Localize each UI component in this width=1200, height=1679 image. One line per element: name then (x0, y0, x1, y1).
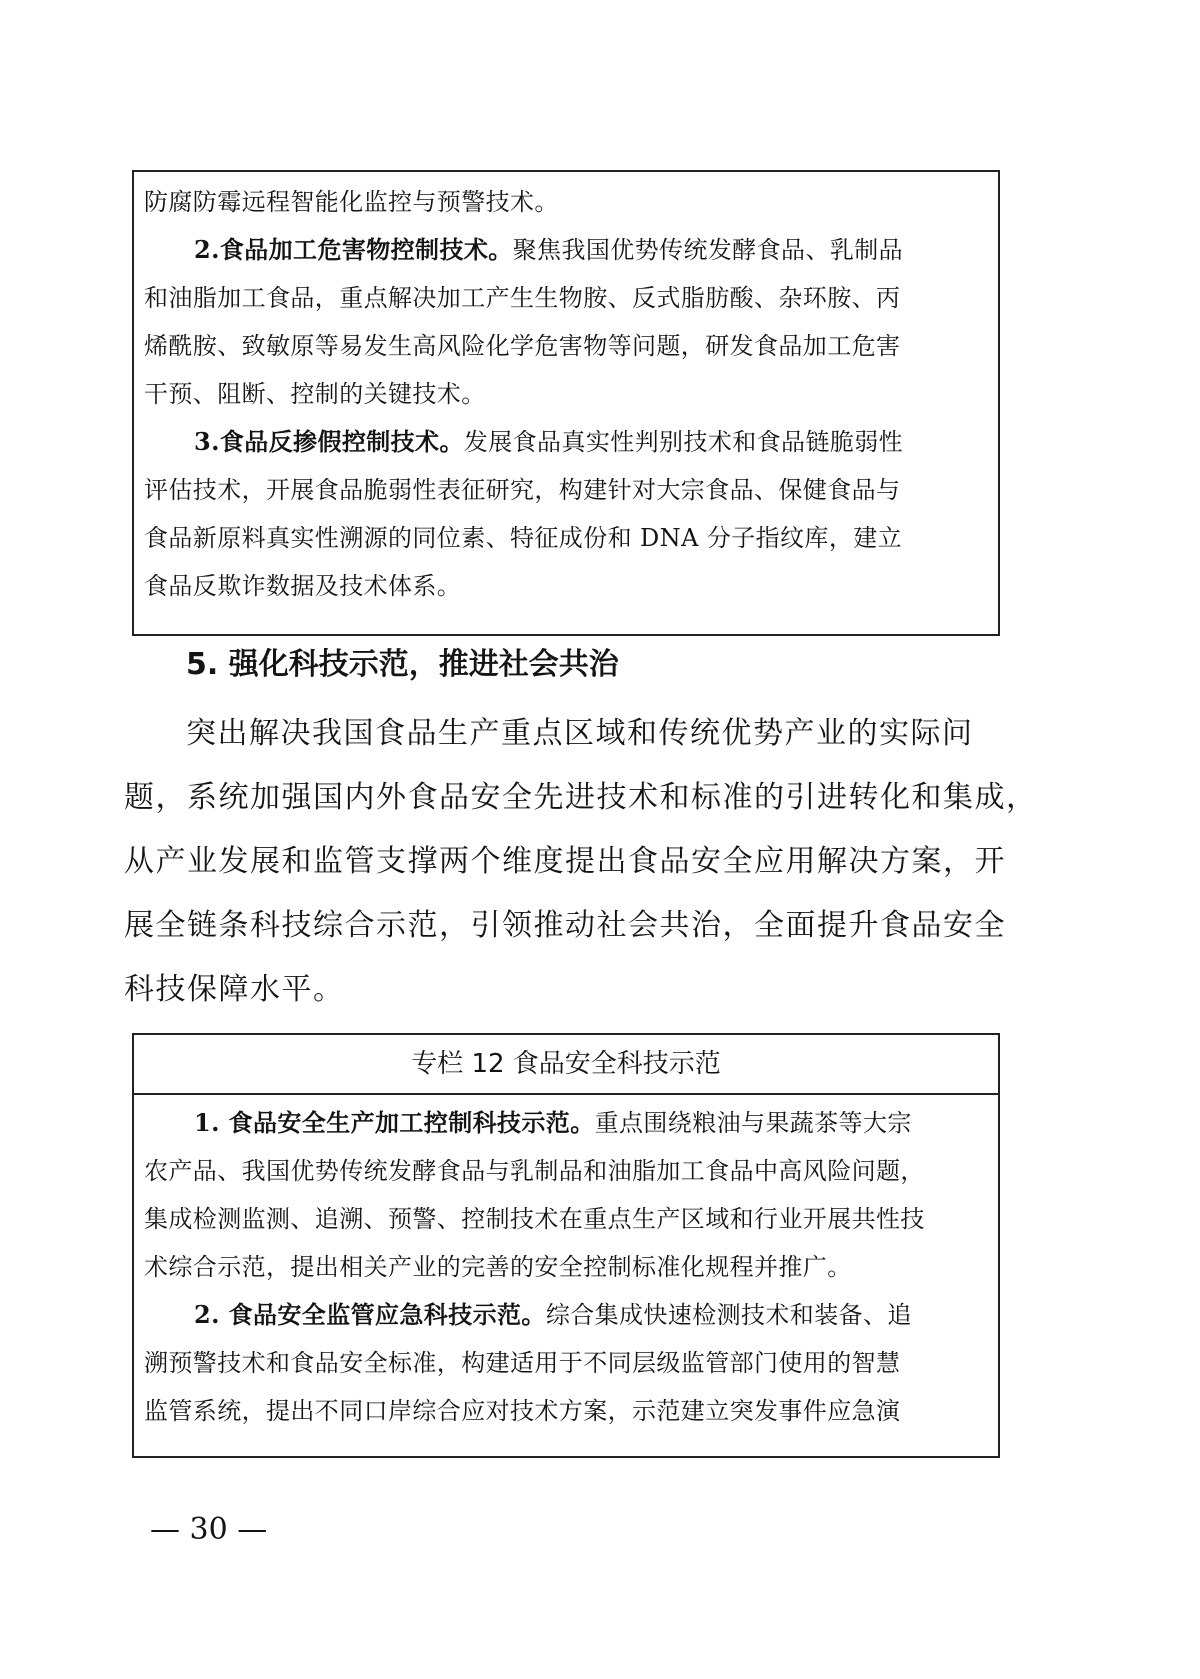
paragraph-line: 题，系统加强国内外食品安全先进技术和标准的引进转化和集成， (124, 780, 1038, 815)
box-text-line: 术综合示范，提出相关产业的完善的安全控制标准化规程并推广。 (144, 1253, 852, 1281)
section-heading: 5. 强化科技示范，推进社会共治 (186, 647, 619, 682)
item-text: 综合集成快速检测技术和装备、追 (545, 1301, 912, 1329)
paragraph-line: 展全链条科技综合示范，引领推动社会共治，全面提升食品安全 (124, 908, 1006, 943)
item-text: 聚焦我国优势传统发酵食品、乳制品 (512, 236, 904, 264)
body-paragraph (124, 702, 1038, 1022)
column-box-12 (132, 1033, 1000, 1458)
paragraph-line: 科技保障水平。 (124, 972, 345, 1007)
item-text: 发展食品真实性判别技术和食品链脆弱性 (463, 428, 904, 456)
box-text-line: 评估技术，开展食品脆弱性表征研究，构建针对大宗食品、保健食品与 (144, 476, 901, 504)
box-text-line: 集成检测监测、追溯、预警、控制技术在重点生产区域和行业开展共性技 (144, 1205, 925, 1233)
box-item-2 (144, 226, 988, 274)
box-text-line: 溯预警技术和食品安全标准，构建适用于不同层级监管部门使用的智慧 (144, 1349, 901, 1377)
column-box-body (134, 1095, 998, 1435)
paragraph-line: 从产业发展和监管支撑两个维度提出食品安全应用解决方案，开 (124, 844, 1006, 879)
column-box-title: 专栏 12 食品安全科技示范 (134, 1035, 998, 1095)
item-title: 3.食品反掺假控制技术。 (194, 427, 464, 456)
box-text-line: 干预、阻断、控制的关键技术。 (144, 380, 486, 408)
box-item-2 (144, 1291, 988, 1339)
item-title: 2. 食品安全监管应急科技示范。 (194, 1300, 546, 1329)
paragraph-line: 突出解决我国食品生产重点区域和传统优势产业的实际问 (186, 716, 974, 751)
box-text-line: 监管系统，提出不同口岸综合应对技术方案，示范建立突发事件应急演 (144, 1397, 901, 1425)
box-text-line: 农产品、我国优势传统发酵食品与乳制品和油脂加工食品中高风险问题， (144, 1157, 925, 1185)
box-item-1 (144, 1099, 988, 1147)
item-title: 1. 食品安全生产加工控制科技示范。 (194, 1108, 595, 1137)
box-text-line: 防腐防霉远程智能化监控与预警技术。 (144, 188, 559, 216)
item-title: 2.食品加工危害物控制技术。 (194, 235, 513, 264)
box-item-3 (144, 418, 988, 466)
box-text-line: 烯酰胺、致敏原等易发生高风险化学危害物等问题，研发食品加工危害 (144, 332, 901, 360)
box-text-line: 食品新原料真实性溯源的同位素、特征成份和 DNA 分子指纹库，建立 (144, 524, 903, 552)
column-box-continued (132, 170, 1000, 636)
item-text: 重点围绕粮油与果蔬茶等大宗 (594, 1109, 912, 1137)
box-text-line: 食品反欺诈数据及技术体系。 (144, 572, 462, 600)
box-text-line: 和油脂加工食品，重点解决加工产生生物胺、反式脂肪酸、杂环胺、丙 (144, 284, 901, 312)
page-number: — 30 — (150, 1512, 268, 1547)
